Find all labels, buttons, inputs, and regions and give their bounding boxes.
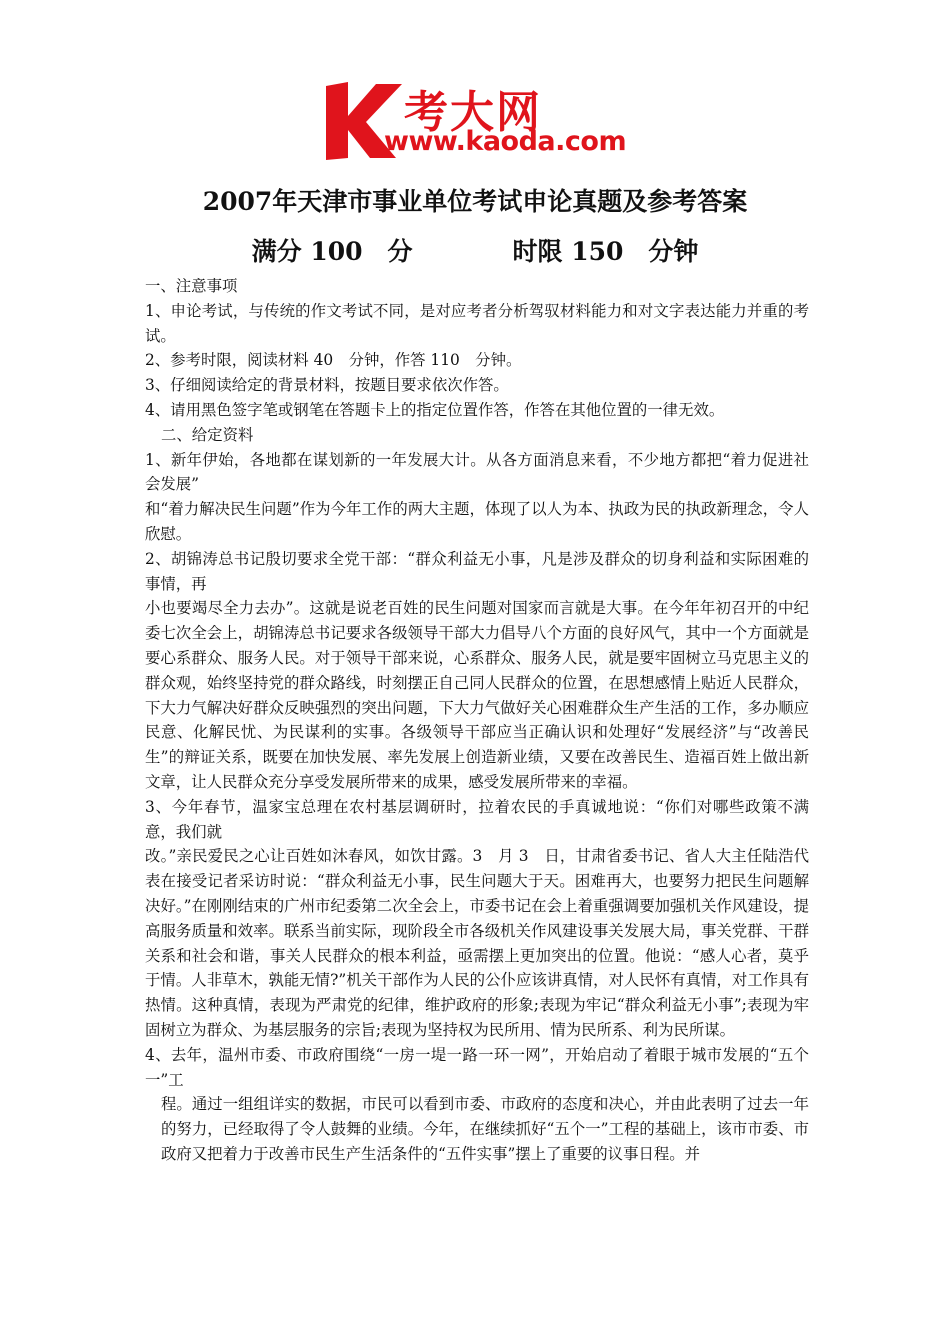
logo-brand-text: 考大网: [404, 87, 542, 138]
note-item: 1、申论考试，与传统的作文考试不同，是对应考者分析驾驭材料能力和对文字表达能力并重的考试。: [145, 301, 809, 345]
document-subtitle: 满分 100 分 时限 150 分钟: [251, 237, 699, 266]
section-heading-materials: 二、给定资料: [161, 425, 254, 444]
note-item: 4、请用黑色签字笔或钢笔在答题卡上的指定位置作答，作答在其他位置的一律无效。: [145, 400, 725, 419]
material-paragraph: 改。”亲民爱民之心让百姓如沐春风，如饮甘露。3 月 3 日，甘肃省委书记、省人大主任陆浩代表在接受记者采访时说：“群众利益无小事，民生问题大于天。困难再大，也要努力把民生问题解决好。”在刚刚结束的广州市纪委第二次全会上，市委书记在会上着重强调要加强机关作风建设，提高服务质量和效率。联系当前实际，现阶段全市各级机关作风建设事关发展大局，事关党群、干群关系和社会和谐，事关人民群众的根本利益，亟需摆上更加突出的位置。他说：“感人心者，莫乎于情。人非草木，孰能无情?”机关干部作为人民的公仆应该讲真情，对人民怀有真情，对工作具有热情。这种真情，表现为严肃党的纪律，维护政府的形象;表现为牢记“群众利益无小事”;表现为牢固树立为群众、为基层服务的宗旨;表现为坚持权为民所用、情为民所系、利为民所谋。: [145, 847, 809, 1039]
document-body: [145, 274, 809, 1167]
material-paragraph: 和“着力解决民生问题”作为今年工作的两大主题，体现了以人为本、执政为民的执政新理念，令人欣慰。: [145, 500, 809, 543]
document-title: 2007年天津市事业单位考试申论真题及参考答案: [202, 187, 748, 216]
kaoda-logo: [318, 80, 638, 160]
section-heading-notes: 一、注意事项: [145, 277, 238, 295]
logo-url-text: www.kaoda.com: [384, 126, 627, 157]
material-paragraph: 1、新年伊始，各地都在谋划新的一年发展大计。从各方面消息来看，不少地方都把“着力促进社会发展”: [145, 450, 809, 494]
material-paragraph: 小也要竭尽全力去办”。这就是说老百姓的民生问题对国家而言就是大事。在今年年初召开的中纪委七次全会上，胡锦涛总书记要求各级领导干部大力倡导八个方面的良好风气，其中一个方面就是要心系群众、服务人民。对于领导干部来说，心系群众、服务人民，就是要牢固树立马克思主义的群众观，始终坚持党的群众路线，时刻摆正自己同人民群众的位置，在思想感情上贴近人民群众，下大力气解决好群众反映强烈的突出问题，下大力气做好关心困难群众生产生活的工作，多办顺应民意、化解民忧、为民谋利的实事。各级领导干部应当正确认识和处理好“发展经济”与“改善民生”的辩证关系，既要在加快发展、率先发展上创造新业绩，又要在改善民生、造福百姓上做出新文章，让人民群众充分享受发展所带来的成果，感受发展所带来的幸福。: [145, 599, 809, 791]
material-paragraph: 4、去年，温州市委、市政府围绕“一房一堤一路一环一网”，开始启动了着眼于城市发展的“五个一”工: [145, 1045, 809, 1089]
material-paragraph: 2、胡锦涛总书记殷切要求全党干部：“群众利益无小事，凡是涉及群众的切身利益和实际困难的事情，再: [145, 549, 809, 593]
material-paragraph: 程。通过一组组详实的数据，市民可以看到市委、市政府的态度和决心，并由此表明了过去一年的努力，已经取得了令人鼓舞的业绩。今年，在继续抓好“五个一”工程的基础上，该市市委、市政府又把着力于改善市民生产生活条件的“五件实事”摆上了重要的议事日程。并: [161, 1095, 809, 1163]
note-item: 3、仔细阅读给定的背景材料，按题目要求依次作答。: [145, 376, 509, 395]
material-paragraph: 3、今年春节，温家宝总理在农村基层调研时，拉着农民的手真诚地说：“你们对哪些政策不满意，我们就: [145, 797, 809, 841]
note-item: 2、参考时限，阅读材料 40 分钟，作答 110 分钟。: [145, 351, 522, 370]
